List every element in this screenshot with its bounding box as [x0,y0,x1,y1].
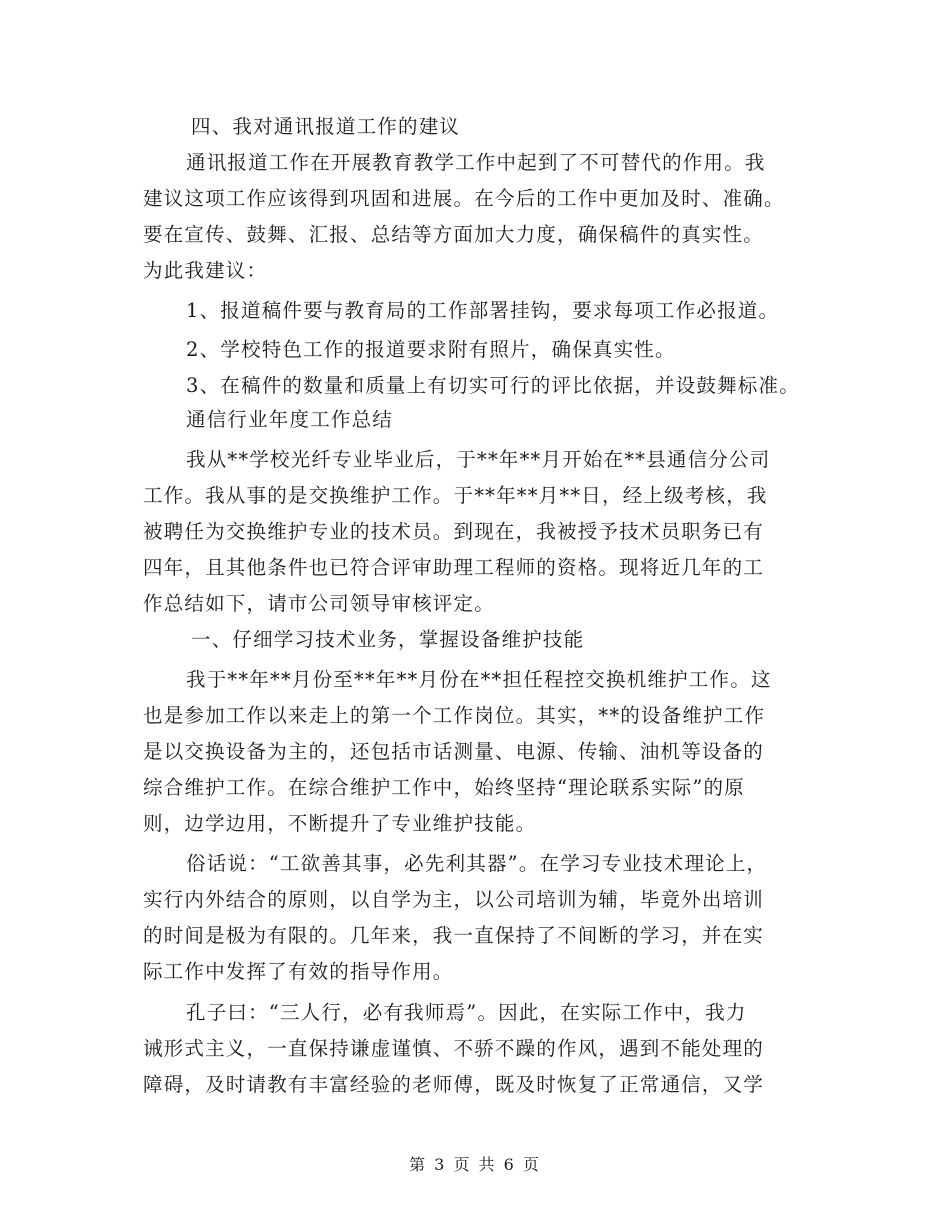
paragraph-line: 实行内外结合的原则，以自学为主，以公司培训为辅，毕竟外出培训 [143,888,765,911]
paragraph-line: 俗话说：“工欲善其事，必先利其器”。在学习专业技术理论上， [186,852,768,875]
paragraph-line: 也是参加工作以来走上的第一个工作岗位。其实，**的设备维护工作 [143,704,766,727]
article-title: 通信行业年度工作总结 [186,408,394,431]
paragraph-line: 障碍，及时请教有丰富经验的老师傅，既及时恢复了正常通信，又学 [143,1073,765,1096]
list-item: 1、报道稿件要与教育局的工作部署挂钩，要求每项工作必报道。 [186,299,780,322]
paragraph-line: 作总结如下，请市公司领导审核评定。 [143,592,495,615]
paragraph-line: 则，边学边用，不断提升了专业维护技能。 [143,812,537,835]
paragraph-line: 的时间是极为有限的。几年来，我一直保持了不间断的学习，并在实 [143,924,765,947]
paragraph-line: 通讯报道工作在开展教育教学工作中起到了不可替代的作用。我 [186,151,766,174]
paragraph-line: 际工作中发挥了有效的指导作用。 [143,960,454,983]
paragraph-line: 被聘任为交换维护专业的技术员。到现在，我被授予技术员职务已有 [143,520,765,543]
paragraph-line: 要在宣传、鼓舞、汇报、总结等方面加大力度，确保稿件的真实性。 [143,223,765,246]
paragraph-line: 诫形式主义，一直保持谦虚谨慎、不骄不躁的作风，遇到不能处理的 [143,1037,765,1060]
paragraph-line: 孔子曰：“三人行，必有我师焉”。因此，在实际工作中，我力 [186,1001,747,1024]
paragraph-line: 四年，且其他条件也已符合评审助理工程师的资格。现将近几年的工 [143,556,765,579]
section-heading: 四、我对通讯报道工作的建议 [191,115,461,138]
list-item: 3、在稿件的数量和质量上有切实可行的评比依据，并设鼓舞标准。 [186,374,800,397]
paragraph-line: 为此我建议： [143,259,268,282]
paragraph-line: 是以交换设备为主的，还包括市话测量、电源、传输、油机等设备的 [143,740,765,763]
paragraph-line: 我从**学校光纤专业毕业后，于**年**月开始在**县通信分公司 [186,448,771,471]
page-number-footer: 第 3 页 共 6 页 [409,1155,541,1174]
paragraph-line: 综合维护工作。在综合维护工作中，始终坚持“理论联系实际”的原 [143,776,745,799]
section-heading: 一、仔细学习技术业务，掌握设备维护技能 [191,628,585,651]
paragraph-line: 建议这项工作应该得到巩固和进展。在今后的工作中更加及时、准确。 [143,187,785,210]
paragraph-line: 工作。我从事的是交换维护工作。于**年**月**日，经上级考核，我 [143,484,768,507]
list-item: 2、学校特色工作的报道要求附有照片，确保真实性。 [186,338,676,361]
paragraph-line: 我于**年**月份至**年**月份在**担任程控交换机维护工作。这 [186,668,772,691]
